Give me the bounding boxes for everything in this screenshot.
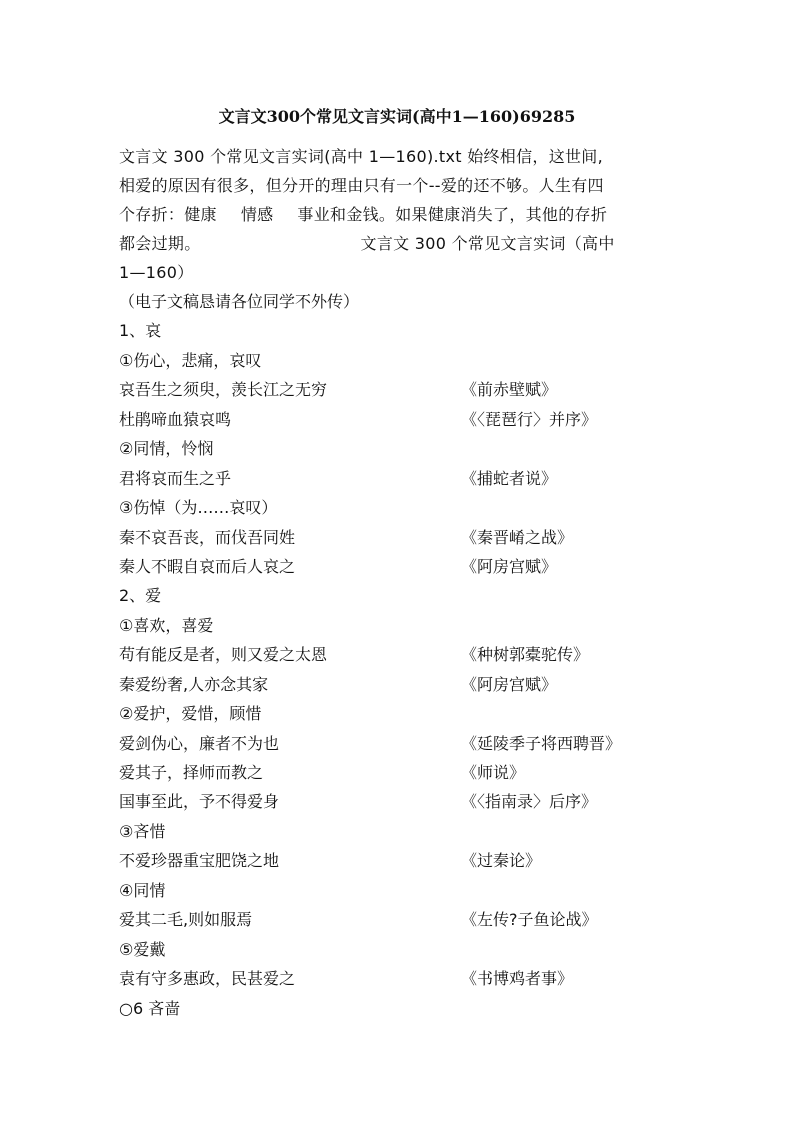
entry-source: 《秦晋崤之战》 [461,527,574,547]
entry-line [119,405,679,434]
entry-line [119,493,679,522]
intro-line: 文言文 300 个常见文言实词(高中 1—160).txt 始终相信，这世间, [119,147,603,166]
entry-line [119,817,679,846]
entry-source: 《左传?子鱼论战》 [461,910,598,930]
entry-line [119,787,679,816]
entry-line [119,758,679,787]
entry-text: ③伤悼（为……哀叹） [119,498,278,518]
entry-line [119,287,679,316]
entry-text: 秦人不暇自哀而后人哀之 [119,556,296,576]
entry-source: 《延陵季子将西聘晋》 [461,733,622,753]
entry-line [119,581,679,610]
entry-text: （电子文稿恳请各位同学不外传） [119,292,360,311]
intro-text: 事业和金钱。如果健康消失了，其他的存折 [297,205,608,224]
entry-line [119,523,679,552]
entry-source: 《〈琵琶行〉并序》 [461,409,598,429]
entry-text: ①喜欢，喜爱 [119,615,214,635]
entry-line [119,375,679,404]
entry-list [119,287,679,1023]
entry-line [119,699,679,728]
entry-source: 《阿房宫赋》 [461,674,558,694]
entry-text: 哀吾生之须臾，羡长江之无穷 [119,380,328,400]
entry-line [119,905,679,934]
entry-line [119,316,679,345]
entry-line [119,876,679,905]
entry-source: 《种树郭橐驼传》 [461,645,590,665]
entry-text: 袁有守多惠政，民甚爱之 [119,969,296,989]
intro-paragraph [119,142,679,287]
entry-text: 1、哀 [119,321,162,341]
entry-text: 不爱珍器重宝肥饶之地 [119,851,280,871]
intro-text: 情感 [240,205,274,224]
entry-source: 《阿房宫赋》 [461,556,558,576]
entry-line [119,346,679,375]
entry-line [119,846,679,875]
entry-source: 《前赤壁赋》 [461,380,558,400]
entry-line [119,464,679,493]
entry-text: ⑤爱戴 [119,939,166,959]
entry-text: 爱剑伪心，廉者不为也 [119,733,280,753]
entry-line [119,994,679,1023]
entry-text: 杜鹃啼血猿哀鸣 [119,409,232,429]
entry-text: 苟有能反是者，则又爱之太恩 [119,645,328,665]
document-title: 文言文300个常见文言实词(高中1—160)69285 [218,107,576,126]
entry-text: ③吝惜 [119,821,166,841]
entry-text: 秦不哀吾丧，而伐吾同姓 [119,527,296,547]
entry-line [119,434,679,463]
entry-text: 2、爱 [119,586,162,606]
entry-line [119,670,679,699]
entry-source: 《书博鸡者事》 [461,969,574,989]
entry-source: 《捕蛇者说》 [461,468,558,488]
intro-text: 文言文 300 个常见文言实词（高中 [360,234,615,253]
entry-line [119,640,679,669]
entry-text: ②爱护，爱惜，顾惜 [119,704,262,724]
entry-text: 秦爱纷奢,人亦念其家 [119,674,269,694]
intro-line [119,229,679,258]
intro-text: 个存折：健康 [119,205,217,224]
entry-source: 《〈指南录〉后序》 [461,792,598,812]
entry-source: 《过秦论》 [461,851,542,871]
intro-line: 相爱的原因有很多，但分开的理由只有一个--爱的还不够。人生有四 [119,176,604,195]
entry-text: ○6 吝啬 [119,998,181,1018]
entry-line [119,611,679,640]
intro-text: 都会过期。 [119,234,201,253]
entry-line [119,964,679,993]
entry-line [119,552,679,581]
entry-source: 《师说》 [461,763,526,782]
entry-text: 君将哀而生之乎 [119,468,232,488]
entry-text: 爱其子，择师而教之 [119,763,264,782]
entry-line [119,729,679,758]
entry-text: 国事至此，予不得爱身 [119,792,280,812]
entry-text: 爱其二毛,则如服焉 [119,910,253,930]
intro-line [119,200,679,229]
entry-line [119,935,679,964]
entry-text: ①伤心，悲痛，哀叹 [119,350,262,370]
entry-text: ②同情，怜悯 [119,439,214,459]
entry-text: ④同情 [119,880,166,900]
intro-line: 1—160） [119,263,194,282]
